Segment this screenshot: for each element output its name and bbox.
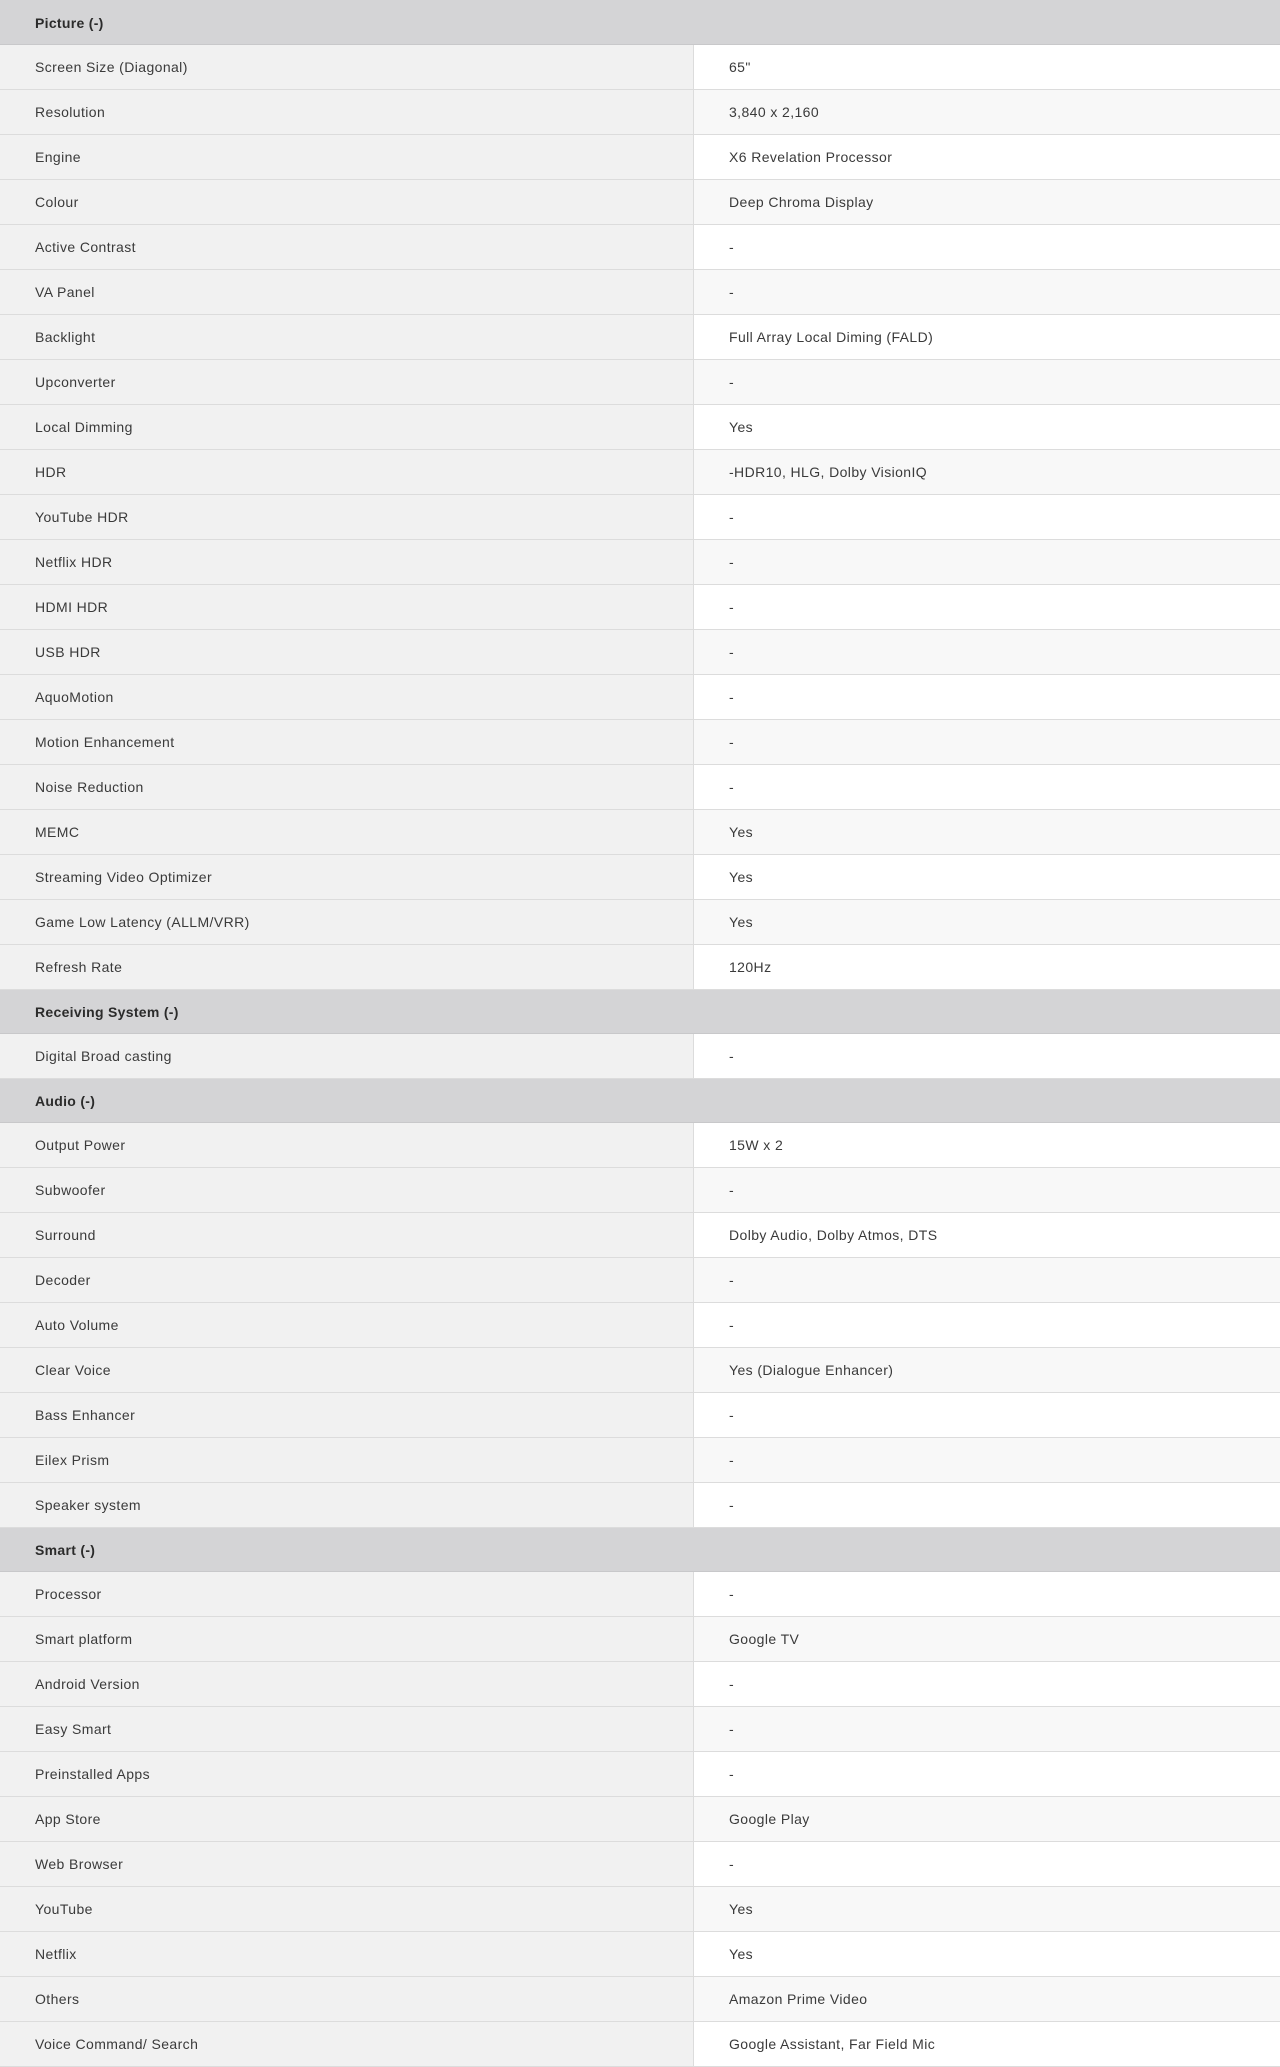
spec-value: 3,840 x 2,160 — [694, 90, 1280, 134]
spec-row — [0, 1303, 1280, 1348]
spec-value: Yes — [694, 810, 1280, 854]
spec-value: Yes — [694, 1887, 1280, 1931]
spec-value: - — [694, 270, 1280, 314]
spec-label: HDMI HDR — [0, 585, 694, 629]
spec-value: - — [694, 1168, 1280, 1212]
spec-row — [0, 135, 1280, 180]
spec-value: - — [694, 1572, 1280, 1616]
spec-value: Yes — [694, 855, 1280, 899]
section-header: Smart (-) — [0, 1528, 1280, 1572]
spec-label: Android Version — [0, 1662, 694, 1706]
spec-label: Active Contrast — [0, 225, 694, 269]
spec-row — [0, 225, 1280, 270]
spec-label: Netflix HDR — [0, 540, 694, 584]
spec-row — [0, 450, 1280, 495]
spec-row — [0, 270, 1280, 315]
spec-value: 15W x 2 — [694, 1123, 1280, 1167]
spec-row — [0, 1258, 1280, 1303]
spec-label: Bass Enhancer — [0, 1393, 694, 1437]
spec-value: - — [694, 1842, 1280, 1886]
spec-value: - — [694, 585, 1280, 629]
spec-value: 65" — [694, 45, 1280, 89]
spec-value: - — [694, 360, 1280, 404]
spec-label: Easy Smart — [0, 1707, 694, 1751]
spec-row — [0, 810, 1280, 855]
spec-row — [0, 1123, 1280, 1168]
spec-value: Deep Chroma Display — [694, 180, 1280, 224]
spec-label: Voice Command/ Search — [0, 2022, 694, 2066]
spec-label: App Store — [0, 1797, 694, 1841]
spec-value: - — [694, 225, 1280, 269]
spec-value: Dolby Audio, Dolby Atmos, DTS — [694, 1213, 1280, 1257]
spec-row — [0, 630, 1280, 675]
spec-label: Motion Enhancement — [0, 720, 694, 764]
spec-value: Google TV — [694, 1617, 1280, 1661]
spec-value: 120Hz — [694, 945, 1280, 989]
spec-label: Web Browser — [0, 1842, 694, 1886]
spec-row — [0, 585, 1280, 630]
spec-label: Resolution — [0, 90, 694, 134]
spec-row — [0, 1348, 1280, 1393]
spec-value: - — [694, 1393, 1280, 1437]
spec-row — [0, 675, 1280, 720]
spec-row — [0, 315, 1280, 360]
spec-label: Noise Reduction — [0, 765, 694, 809]
spec-row — [0, 1932, 1280, 1977]
spec-row — [0, 1662, 1280, 1707]
spec-value: - — [694, 1707, 1280, 1751]
spec-label: Backlight — [0, 315, 694, 359]
spec-value: - — [694, 540, 1280, 584]
spec-row — [0, 45, 1280, 90]
spec-value: - — [694, 1483, 1280, 1527]
spec-label: Surround — [0, 1213, 694, 1257]
spec-row — [0, 90, 1280, 135]
spec-label: Subwoofer — [0, 1168, 694, 1212]
spec-value: - — [694, 1662, 1280, 1706]
spec-value: - — [694, 1303, 1280, 1347]
section-header: Audio (-) — [0, 1079, 1280, 1123]
spec-value: -HDR10, HLG, Dolby VisionIQ — [694, 450, 1280, 494]
spec-label: Preinstalled Apps — [0, 1752, 694, 1796]
spec-value: X6 Revelation Processor — [694, 135, 1280, 179]
spec-label: YouTube HDR — [0, 495, 694, 539]
spec-row — [0, 495, 1280, 540]
spec-label: AquoMotion — [0, 675, 694, 719]
spec-label: HDR — [0, 450, 694, 494]
spec-value: - — [694, 1258, 1280, 1302]
spec-row — [0, 1034, 1280, 1079]
spec-row — [0, 945, 1280, 990]
spec-value: Amazon Prime Video — [694, 1977, 1280, 2021]
spec-label: YouTube — [0, 1887, 694, 1931]
spec-row — [0, 1707, 1280, 1752]
spec-row — [0, 360, 1280, 405]
spec-value: - — [694, 495, 1280, 539]
spec-row — [0, 1213, 1280, 1258]
spec-value: Google Play — [694, 1797, 1280, 1841]
spec-label: VA Panel — [0, 270, 694, 314]
spec-value: - — [694, 1752, 1280, 1796]
spec-row — [0, 180, 1280, 225]
section-header: Picture (-) — [0, 1, 1280, 45]
section-header: Receiving System (-) — [0, 990, 1280, 1034]
spec-label: Local Dimming — [0, 405, 694, 449]
spec-row — [0, 1438, 1280, 1483]
spec-row — [0, 1977, 1280, 2022]
spec-row — [0, 405, 1280, 450]
spec-label: Streaming Video Optimizer — [0, 855, 694, 899]
spec-row — [0, 1483, 1280, 1528]
spec-label: Refresh Rate — [0, 945, 694, 989]
spec-row — [0, 1168, 1280, 1213]
spec-value: - — [694, 675, 1280, 719]
spec-label: Auto Volume — [0, 1303, 694, 1347]
spec-label: MEMC — [0, 810, 694, 854]
spec-label: Eilex Prism — [0, 1438, 694, 1482]
spec-value: Full Array Local Diming (FALD) — [694, 315, 1280, 359]
spec-label: Screen Size (Diagonal) — [0, 45, 694, 89]
spec-value: Yes — [694, 1932, 1280, 1976]
spec-row — [0, 1797, 1280, 1842]
spec-label: Decoder — [0, 1258, 694, 1302]
spec-value: Yes (Dialogue Enhancer) — [694, 1348, 1280, 1392]
spec-label: Game Low Latency (ALLM/VRR) — [0, 900, 694, 944]
spec-label: Smart platform — [0, 1617, 694, 1661]
spec-label: Processor — [0, 1572, 694, 1616]
spec-row — [0, 900, 1280, 945]
spec-label: Colour — [0, 180, 694, 224]
spec-row — [0, 765, 1280, 810]
spec-label: Upconverter — [0, 360, 694, 404]
spec-value: - — [694, 720, 1280, 764]
spec-value: - — [694, 1034, 1280, 1078]
spec-label: Clear Voice — [0, 1348, 694, 1392]
spec-label: Others — [0, 1977, 694, 2021]
spec-row — [0, 855, 1280, 900]
spec-value: - — [694, 1438, 1280, 1482]
spec-value: Yes — [694, 405, 1280, 449]
spec-value: Google Assistant, Far Field Mic — [694, 2022, 1280, 2066]
spec-row — [0, 1572, 1280, 1617]
spec-value: Yes — [694, 900, 1280, 944]
spec-row — [0, 540, 1280, 585]
spec-row — [0, 1842, 1280, 1887]
spec-label: Speaker system — [0, 1483, 694, 1527]
spec-value: - — [694, 765, 1280, 809]
spec-row — [0, 2022, 1280, 2067]
spec-label: Netflix — [0, 1932, 694, 1976]
spec-row — [0, 1887, 1280, 1932]
spec-row — [0, 1752, 1280, 1797]
spec-row — [0, 720, 1280, 765]
spec-row — [0, 1393, 1280, 1438]
spec-label: Engine — [0, 135, 694, 179]
spec-label: Output Power — [0, 1123, 694, 1167]
spec-label: Digital Broad casting — [0, 1034, 694, 1078]
spec-value: - — [694, 630, 1280, 674]
spec-row — [0, 1617, 1280, 1662]
spec-label: USB HDR — [0, 630, 694, 674]
